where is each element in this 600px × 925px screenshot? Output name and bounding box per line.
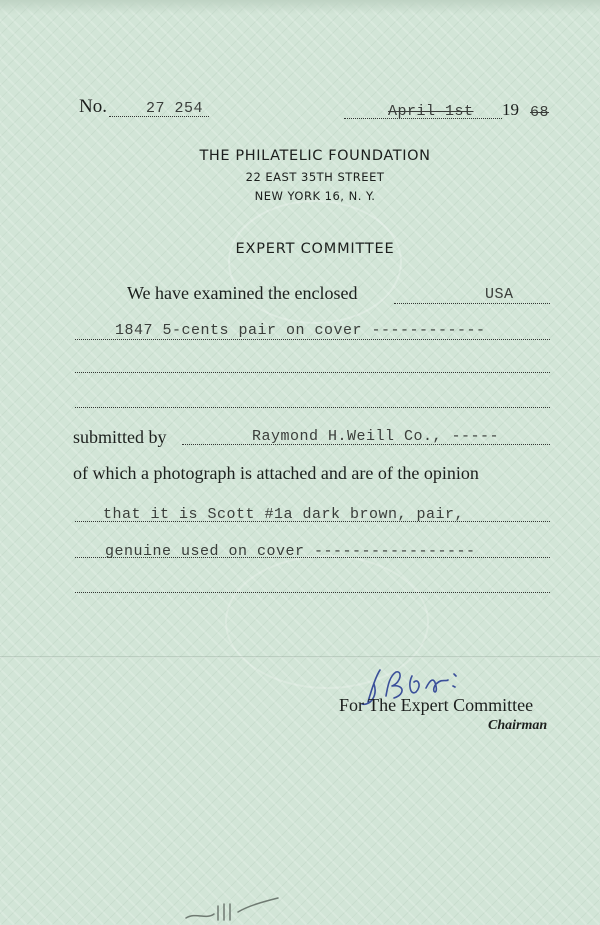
- country-value: USA: [485, 286, 514, 303]
- year-prefix: 19: [502, 100, 519, 119]
- faint-pencil-mark: [182, 894, 282, 924]
- paper-fold-line: [0, 656, 600, 658]
- item-description: 1847 5-cents pair on cover ------------: [115, 322, 486, 339]
- blank-line-3: [75, 592, 550, 593]
- country-leader: [394, 303, 550, 304]
- blank-line-2: [75, 407, 550, 408]
- chairman-title: Chairman: [488, 718, 548, 733]
- certificate-date: April 1st: [388, 103, 474, 120]
- opinion-line-1: that it is Scott #1a dark brown, pair,: [103, 506, 465, 523]
- embossed-seal-upper: [228, 200, 402, 324]
- opinion-intro: of which a photograph is attached and are of the opinion: [73, 463, 479, 483]
- paper-edge-shadow: [0, 0, 600, 14]
- submitted-by-label: submitted by: [73, 427, 167, 447]
- signature-label: For The Expert Committee: [339, 695, 534, 715]
- year-suffix: 68: [530, 104, 550, 121]
- blank-line-1: [75, 372, 550, 373]
- organization-street: 22 EAST 35TH STREET: [245, 170, 385, 184]
- certificate-number-label: No.: [79, 96, 107, 117]
- organization-name: THE PHILATELIC FOUNDATION: [199, 148, 431, 164]
- submitter-name: Raymond H.Weill Co., -----: [252, 428, 500, 445]
- examined-intro: We have examined the enclosed: [127, 283, 358, 303]
- organization-city: NEW YORK 16, N. Y.: [254, 189, 376, 203]
- description-leader: [75, 339, 550, 340]
- committee-title: EXPERT COMMITTEE: [235, 241, 395, 257]
- certificate-number: 27 254: [146, 100, 204, 117]
- opinion-line-2: genuine used on cover -----------------: [105, 543, 476, 560]
